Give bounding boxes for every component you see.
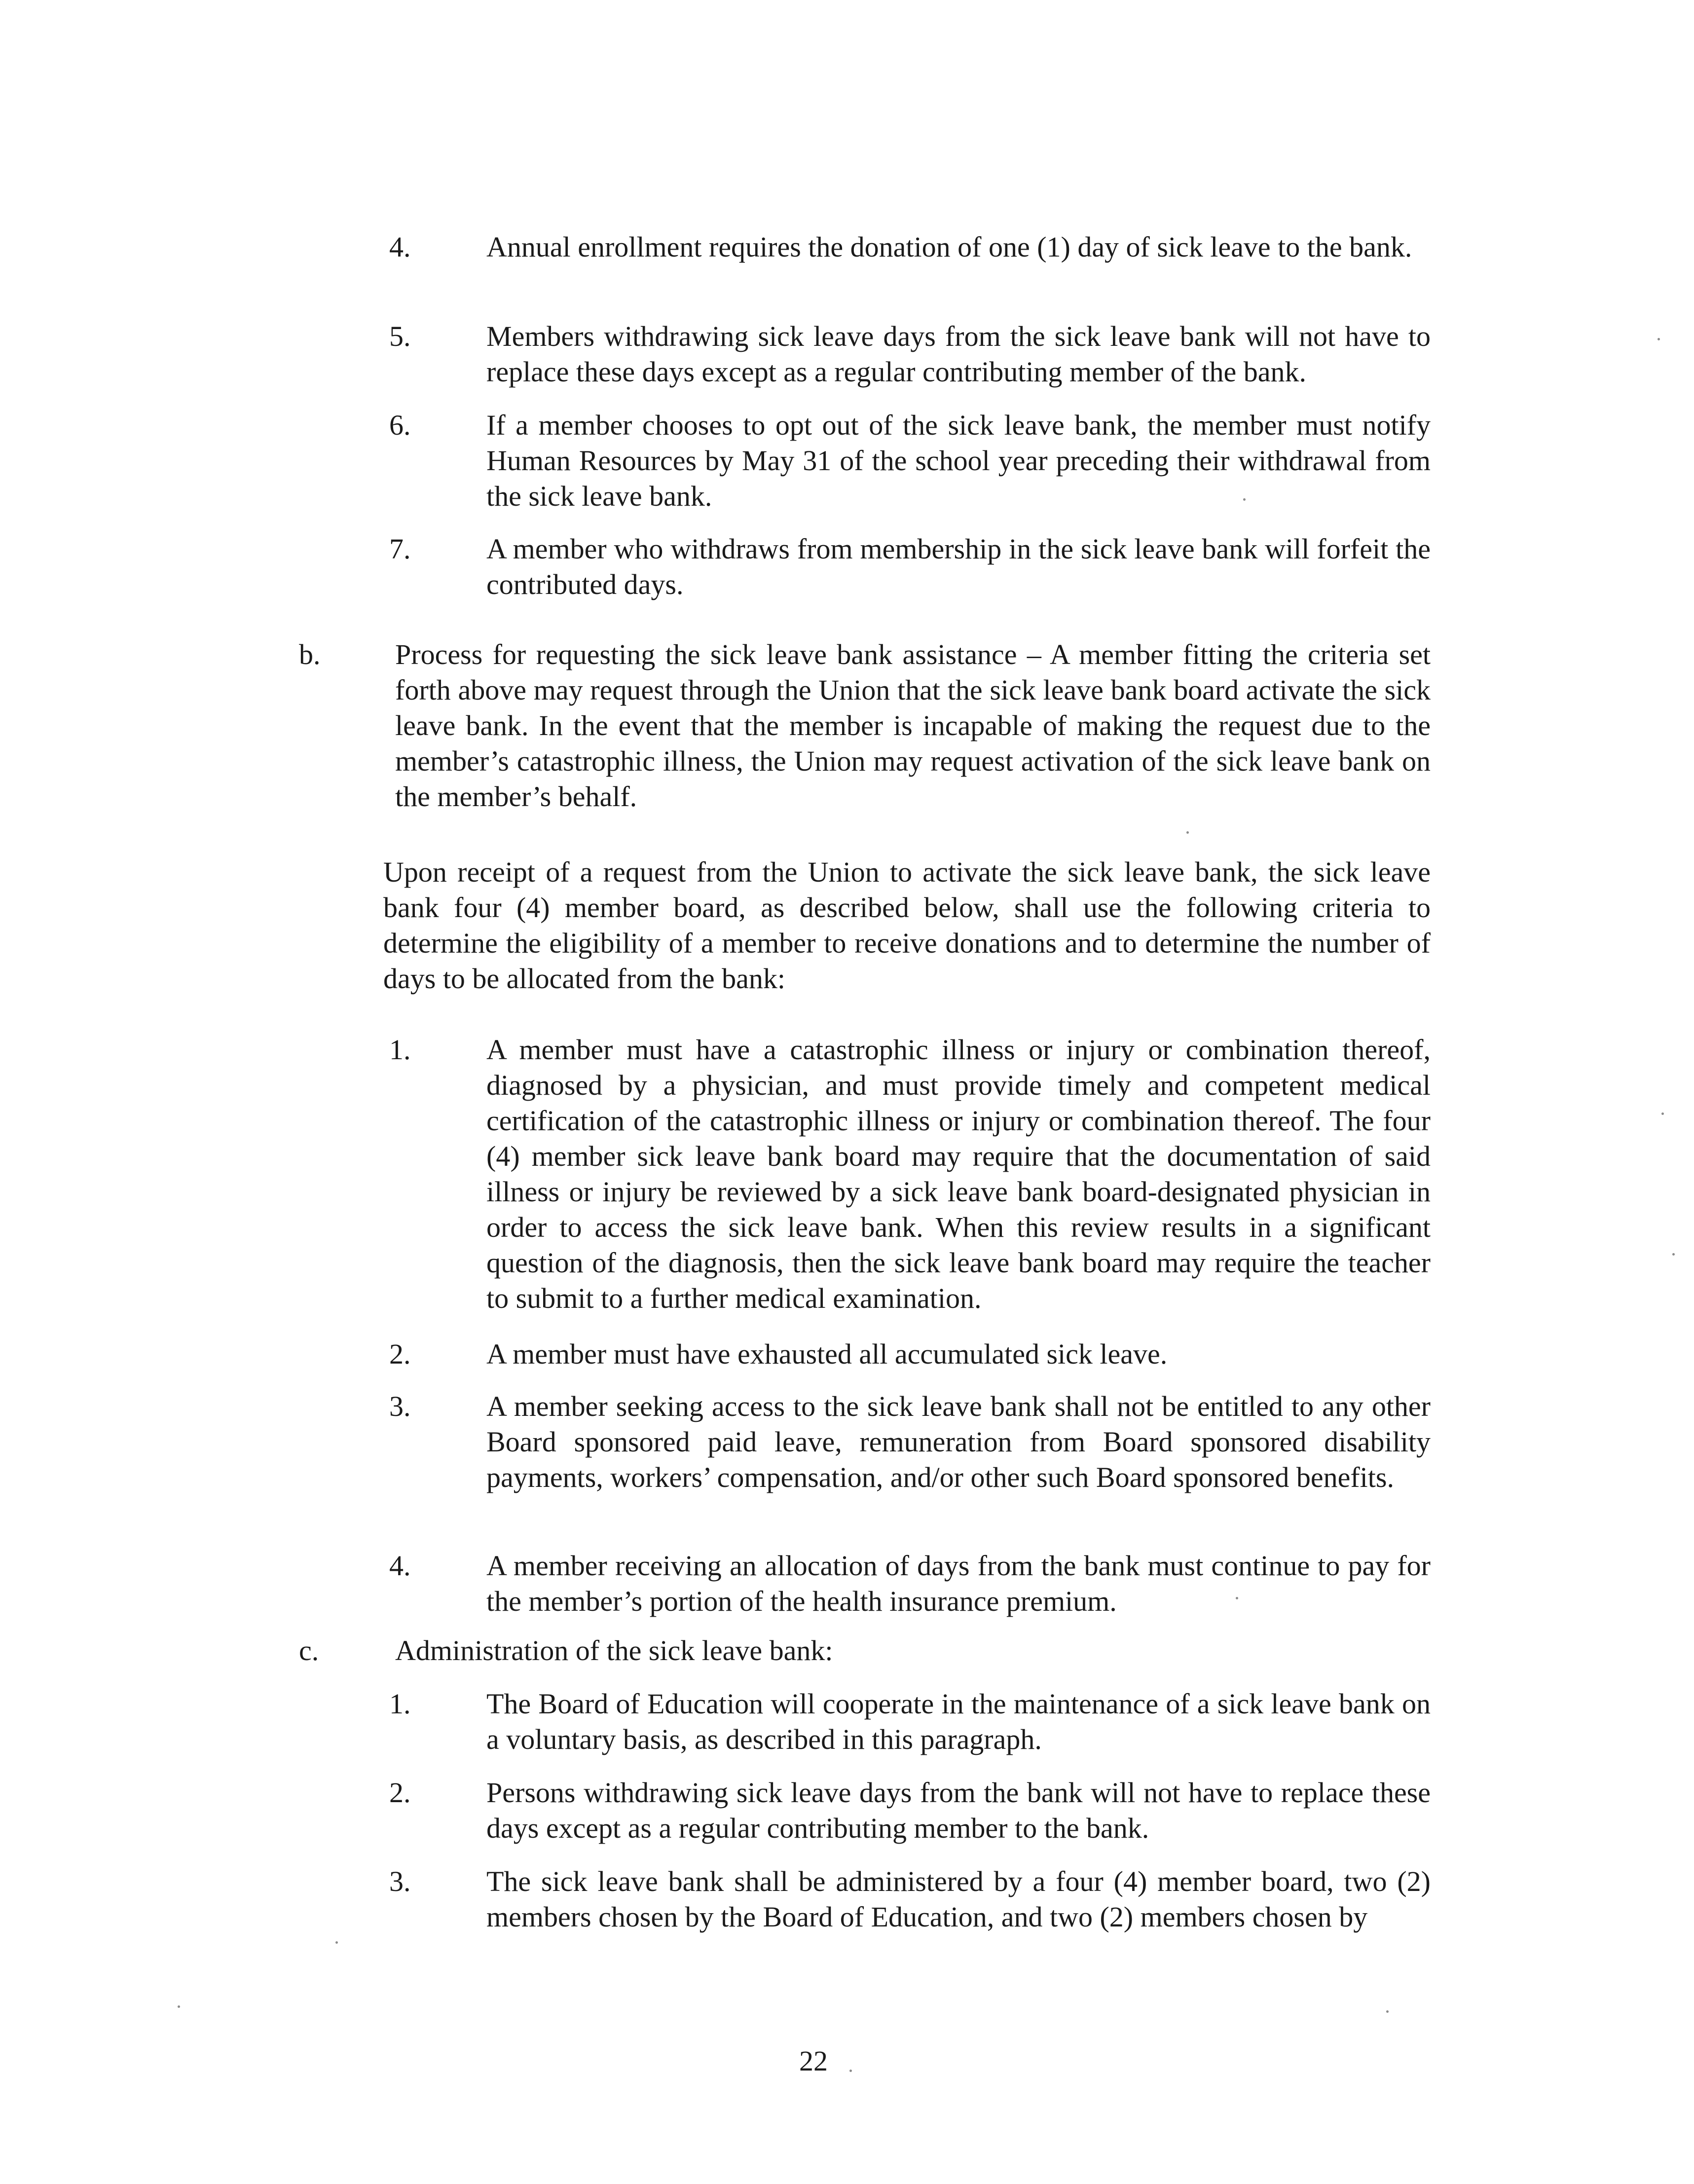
scan-speck [178,2005,180,2008]
item-number: 3. [389,1390,411,1422]
item-text: If a member chooses to opt out of the sick leave bank, the member must notify Human Resources by May 31 of the school year preceding their withdrawal from the sick leave bank. [486,409,1431,512]
item-text: Persons withdrawing sick leave days from the bank will not have to replace these days except as a regular contributing member to the bank. [486,1777,1431,1844]
scan-speck [1657,338,1660,340]
section-text: Administration of the sick leave bank: [395,1634,833,1666]
section-text: Process for requesting the sick leave bank assistance – A member fitting the criteria set forth above may request through the Union that the sick leave bank board activate the sick leave bank. In the event that the member is incapable of making the request due to the member’s catastrophic illness, the Union may request activation of the sick leave bank on the member’s behalf. [395,638,1431,813]
scan-speck [335,1941,338,1944]
scan-speck [1661,1112,1664,1115]
scan-speck [1186,831,1189,834]
item-number: 4. [389,231,411,263]
item-text: A member seeking access to the sick leave bank shall not be entitled to any other Board sponsored paid leave, remuneration from Board sponsored disability payments, workers’ compensation, and/or other such Board sponsored benefits. [486,1390,1431,1493]
item-text: A member must have a catastrophic illness or injury or combination thereof, diagnosed by a physician, and must provide timely and competent medical certification of the catastrophic illness or injury or combination thereof. The four (4) member sick leave bank board may require that the documentation of said illness or injury be reviewed by a sick leave bank board-designated physician in order to access the sick leave bank. When this review results in a significant question of the diagnosis, then the sick leave bank board may require the teacher to submit to a further medical examination. [486,1034,1431,1314]
item-number: 1. [389,1688,411,1720]
item-number: 4. [389,1550,411,1582]
scan-speck [1243,498,1246,501]
item-number: 3. [389,1865,411,1897]
item-number: 7. [389,533,411,565]
page-number: 22 [799,2045,828,2077]
scan-speck [1236,1597,1238,1599]
scan-speck [1386,2010,1389,2013]
item-text: A member who withdraws from membership in the sick leave bank will forfeit the contributed days. [486,533,1431,600]
item-number: 5. [389,320,411,352]
item-text: The sick leave bank shall be administered by a four (4) member board, two (2) members chosen by the Board of Education, and two (2) members chosen by [486,1865,1431,1933]
item-number: 1. [389,1034,411,1066]
item-text: A member must have exhausted all accumulated sick leave. [486,1338,1168,1370]
item-text: Members withdrawing sick leave days from the sick leave bank will not have to replace these days except as a regular contributing member of the bank. [486,320,1431,388]
item-text: A member receiving an allocation of days from the bank must continue to pay for the member’s portion of the health insurance premium. [486,1550,1431,1617]
scan-speck [849,2070,852,2072]
item-text: Annual enrollment requires the donation of one (1) day of sick leave to the bank. [486,231,1412,263]
item-number: 2. [389,1338,411,1370]
section-paragraph: Upon receipt of a request from the Union to activate the sick leave bank, the sick leave bank four (4) member board, as described below, shall use the following criteria to determine the eligibility of a member to receive donations and to determine the number of days to be allocated from the bank: [383,856,1431,995]
item-text: The Board of Education will cooperate in the maintenance of a sick leave bank on a voluntary basis, as described in this paragraph. [486,1688,1431,1755]
section-letter: c. [299,1634,319,1666]
scan-speck [1672,1253,1675,1256]
item-number: 6. [389,409,411,441]
item-number: 2. [389,1777,411,1809]
section-letter: b. [299,638,321,670]
